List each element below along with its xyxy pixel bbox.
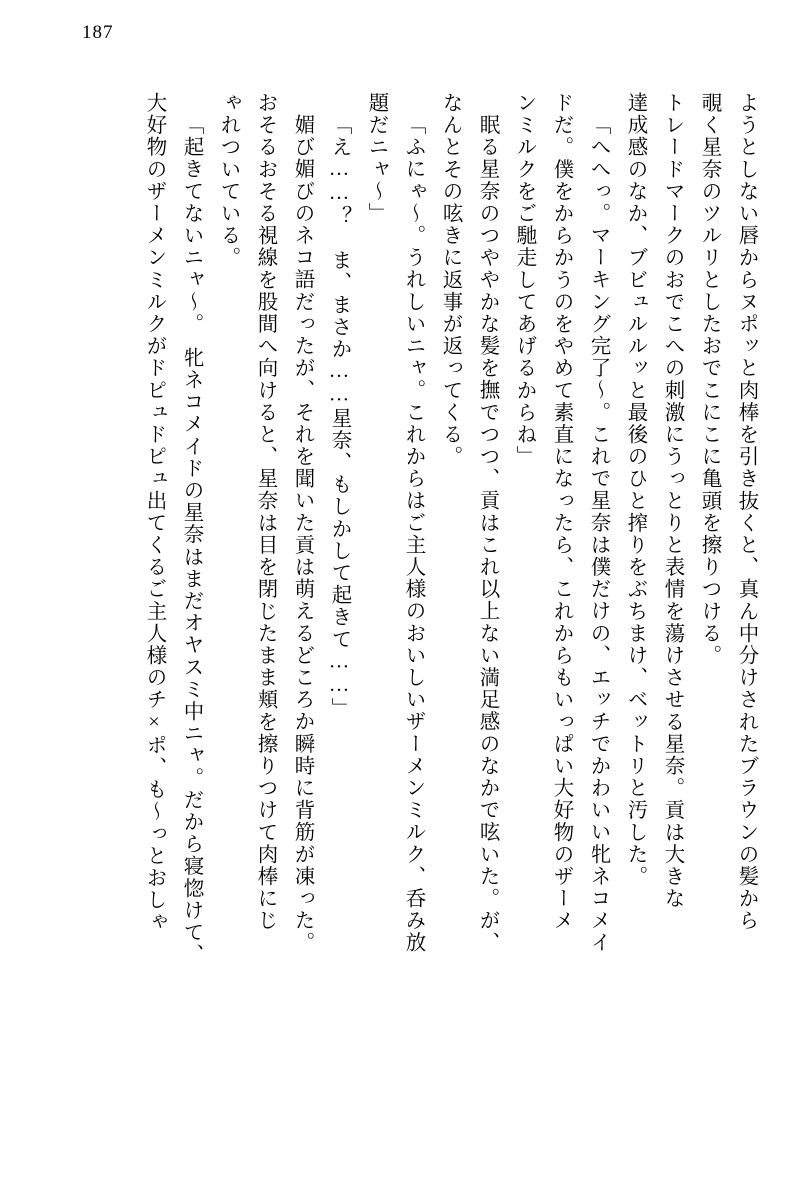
text-column: 題だニャ〜」 [365,92,387,225]
vertical-text-body [40,92,764,1177]
text-column: トレードマークのおでこへの刺激にうっとりと表情を蕩けさせる星奈。貢は大きな [661,92,683,910]
text-column: ドだ。僕をからかうのをやめて素直になったら、これからもいっぱい大好物のザーメ [550,92,572,932]
text-column: 「へへっ。マーキング完了〜。これで星奈は僕だけの、エッチでかわいい牝ネコメイ [587,114,609,954]
text-column: 眠る星奈のつややかな髪を撫でつつ、貢はこれ以上ない満足感のなかで呟いた。が、 [476,114,498,954]
text-column: おそるおそる視線を股間へ向けると、星奈は目を閉じたまま頬を擦りつけて肉棒にじ [254,92,276,932]
page-number: 187 [82,22,114,43]
text-column: 「え……？ ま、まさか……星奈、もしかして起きて……」 [328,114,350,720]
text-column: 「起きてないニャ〜。 牝ネコメイドの星奈はまだオヤスミ中ニャ。だから寝惚けて、 [180,114,202,966]
text-column: ンミルクをご馳走してあげるからね」 [513,92,535,468]
text-column: 「ふにゃ〜。うれしいニャ。これからはご主人様のおいしいザーメンミルク、呑み放 [402,114,424,954]
text-column: ようとしない唇からヌポッと肉棒を引き抜くと、真ん中分けされたブラウンの髪から [735,92,757,932]
text-column: 媚び媚びのネコ語だったが、それを聞いた貢は萌えるどころか瞬時に背筋が凍った。 [291,114,313,954]
text-column: 覗く星奈のツルリとしたおでこにこに亀頭を擦りつける。 [698,92,720,667]
text-column: 達成感のなか、ブビュルルッと最後のひと搾りをぶちまけ、ベットリと汚した。 [624,92,646,888]
text-column: ゃれついている。 [217,92,239,269]
text-column: 大好物のザーメンミルクがドピュドピュ出てくるご主人様のチ×ポ、も〜っとおしゃ [143,92,165,934]
text-column: なんとその呟きに返事が返ってくる。 [439,92,461,468]
